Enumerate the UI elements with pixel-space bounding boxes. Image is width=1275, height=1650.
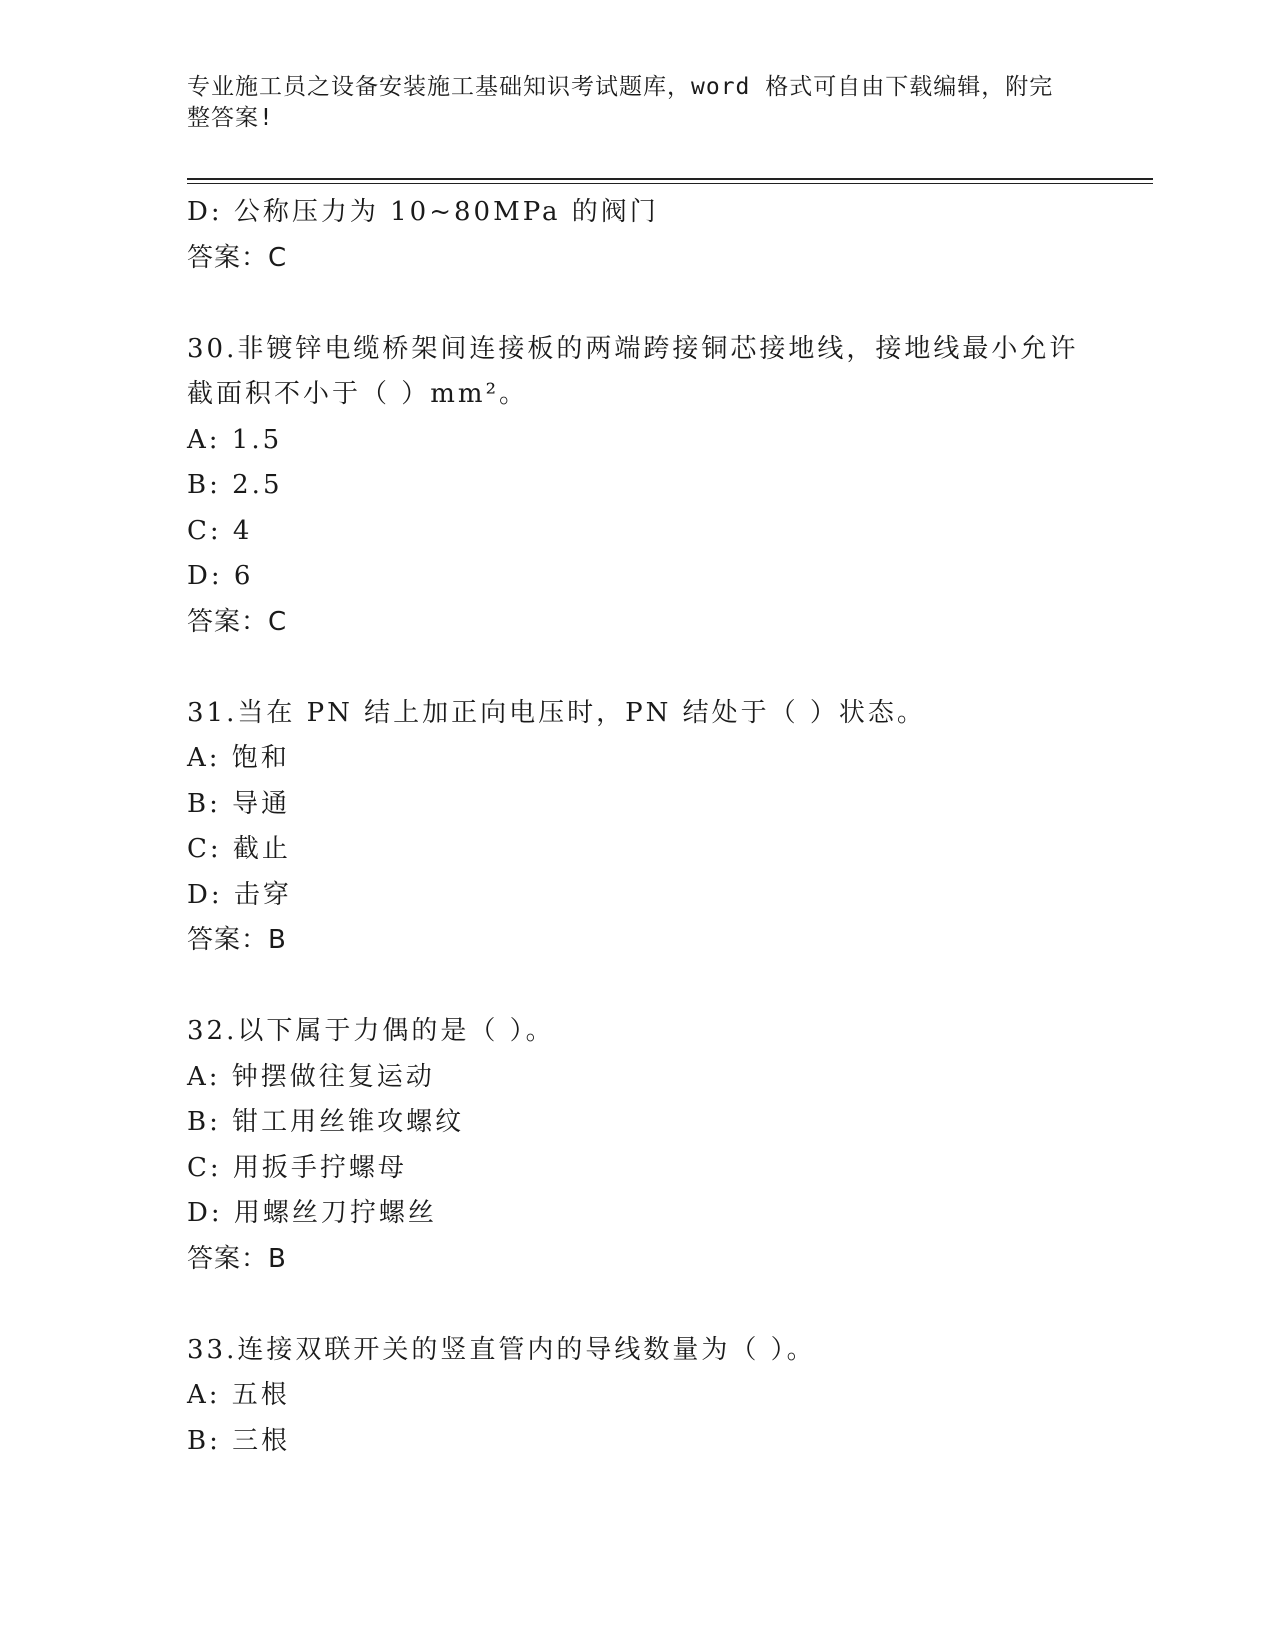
question-title-cont: 截面积不小于（ ）mm²。: [187, 379, 528, 409]
option-c: C: 4: [187, 515, 253, 546]
answer: 答案：B: [187, 925, 287, 955]
document-header: [187, 72, 1067, 134]
option-c: C: 截止: [187, 834, 291, 864]
question-title: 32.以下属于力偶的是（ ）。: [187, 1016, 555, 1046]
option-d: D: 6: [187, 561, 254, 591]
question-32: [187, 1009, 1087, 1282]
option-a: A: 五根: [187, 1380, 290, 1410]
question-title: 31.当在 PN 结上加正向电压时，PN 结处于（ ）状态。: [187, 697, 926, 728]
option-b: B: 导通: [187, 788, 291, 819]
option-b: B: 钳工用丝锥攻螺纹: [187, 1107, 465, 1137]
carryover-option-d: D: 公称压力为 10~80MPa 的阀门: [187, 197, 659, 227]
carryover-answer: 答案：C: [187, 242, 288, 273]
option-d: D: 用螺丝刀拧螺丝: [187, 1198, 437, 1228]
option-d: D: 击穿: [187, 879, 292, 910]
question-title: 33.连接双联开关的竖直管内的导线数量为（ ）。: [187, 1334, 816, 1365]
option-b: B: 2.5: [187, 470, 283, 500]
question-31: [187, 691, 1087, 964]
header-line-1: 专业施工员之设备安装施工基础知识考试题库，word 格式可自由下载编辑，附完: [187, 74, 1054, 100]
option-b: B: 三根: [187, 1425, 291, 1456]
option-a: A: 1.5: [187, 424, 283, 455]
header-line-2: 整答案!: [187, 105, 274, 131]
header-divider-thin: [187, 183, 1153, 184]
header-divider: [187, 178, 1153, 180]
answer: 答案：B: [187, 1243, 287, 1274]
question-30: [187, 327, 1087, 646]
option-a: A: 饱和: [187, 743, 290, 773]
question-title: 30.非镀锌电缆桥架间连接板的两端跨接铜芯接地线，接地线最小允许: [187, 333, 1079, 364]
question-33: [187, 1328, 1087, 1465]
option-c: C: 用扳手拧螺母: [187, 1152, 407, 1183]
question-list: [187, 190, 1087, 1464]
answer: 答案：C: [187, 606, 288, 637]
option-a: A: 钟摆做往复运动: [187, 1061, 435, 1092]
